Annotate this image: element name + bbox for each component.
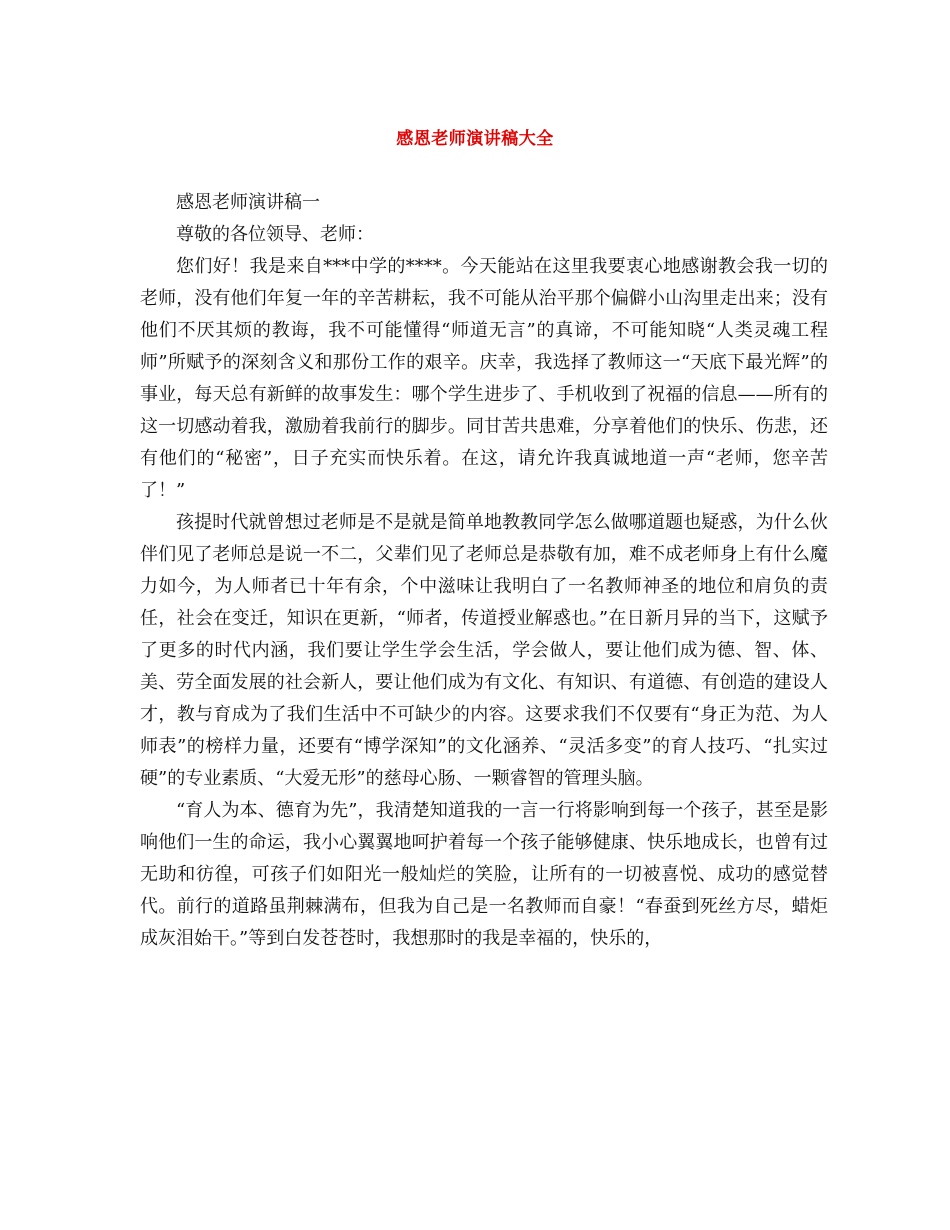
document-body: [140, 187, 828, 955]
document-title: 感恩老师演讲稿大全: [396, 129, 554, 149]
paragraph: “育人为本、德育为先”，我清楚知道我的一言一行将影响到每一个孩子，甚至是影响他们一生的命运，我小心翼翼地呵护着每一个孩子能够健康、快乐地成长，也曾有过无助和彷徨，可孩子们如阳光一般灿烂的笑脸，让所有的一切被喜悦、成功的感觉替代。前行的道路虽荆棘满布，但我为自己是一名教师而自豪！“春蚕到死丝方尽，蜡炬成灰泪始干。”等到白发苍苍时，我想那时的我是幸福的，快乐的，: [140, 800, 828, 949]
paragraph: 孩提时代就曾想过老师是不是就是简单地教教同学怎么做哪道题也疑惑，为什么伙伴们见了老师总是说一不二，父辈们见了老师总是恭敬有加，难不成老师身上有什么魔力如今，为人师者已十年有余，个中滋味让我明白了一名教师神圣的地位和肩负的责任，社会在变迁，知识在更新，“师者，传道授业解惑也。”在日新月异的当下，这赋予了更多的时代内涵，我们要让学生学会生活，学会做人，要让他们成为德、智、体、美、劳全面发展的社会新人，要让他们成为有文化、有知识、有道德、有创造的建设人才，教与育成为了我们生活中不可缺少的内容。这要求我们不仅要有“身正为范、为人师表”的榜样力量，还要有“博学深知”的文化涵养、“灵活多变”的育人技巧、“扎实过硬”的专业素质、“大爱无形”的慈母心肠、一颗睿智的管理头脑。: [140, 512, 828, 789]
paragraph: 您们好！我是来自***中学的****。今天能站在这里我要衷心地感谢教会我一切的老师，没有他们年复一年的辛苦耕耘，我不可能从治平那个偏僻小山沟里走出来；没有他们不厌其烦的教诲，我不可能懂得“师道无言”的真谛，不可能知晓“人类灵魂工程师”所赋予的深刻含义和那份工作的艰辛。庆幸，我选择了教师这一“天底下最光辉”的事业，每天总有新鲜的故事发生：哪个学生进步了、手机收到了祝福的信息——所有的这一切感动着我，激励着我前行的脚步。同甘苦共患难，分享着他们的快乐、伤悲，还有他们的“秘密”，日子充实而快乐着。在这，请允许我真诚地道一声“老师，您辛苦了！”: [140, 256, 828, 501]
paragraph-salutation: 尊敬的各位领导、老师：: [176, 224, 374, 245]
paragraph-heading: 感恩老师演讲稿一: [176, 192, 320, 213]
